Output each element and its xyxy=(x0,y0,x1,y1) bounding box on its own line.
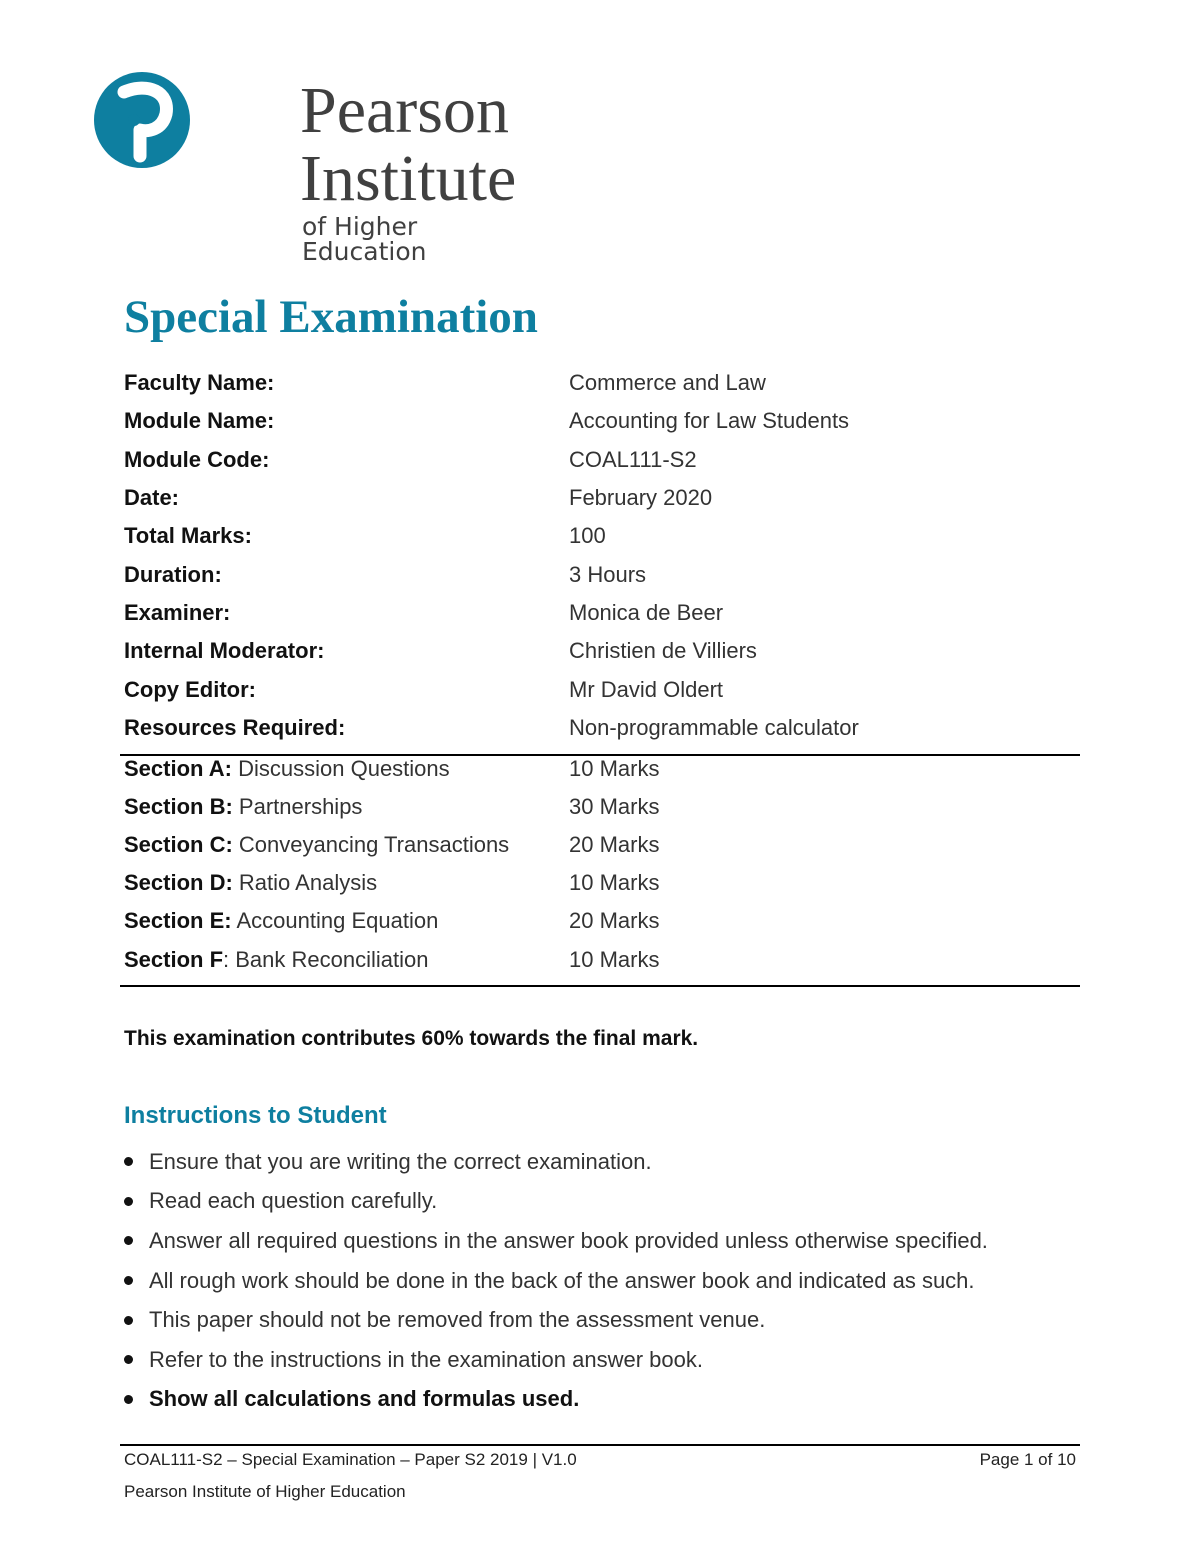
section-letter: Section F xyxy=(124,946,224,972)
section-title: Ratio Analysis xyxy=(238,870,378,896)
table-bottom-divider xyxy=(120,985,1080,987)
bullet-icon xyxy=(124,1276,133,1285)
info-value: COAL111-S2 xyxy=(569,446,697,472)
info-row xyxy=(124,709,1080,747)
list-item xyxy=(124,1221,1074,1261)
info-label: Internal Moderator: xyxy=(124,638,325,664)
info-value: 3 Hours xyxy=(569,561,647,587)
section-row xyxy=(124,750,1080,788)
bullet-icon xyxy=(124,1395,133,1404)
list-item xyxy=(124,1380,1074,1420)
section-row xyxy=(124,788,1080,826)
section-title: Partnerships xyxy=(238,794,363,820)
list-item xyxy=(124,1340,1074,1380)
page-number: Page 1 of 10 xyxy=(979,1450,1076,1469)
info-label: Faculty Name: xyxy=(124,370,275,396)
list-item xyxy=(124,1300,1074,1340)
info-label: Module Code: xyxy=(124,446,270,472)
info-value: Accounting for Law Students xyxy=(569,408,850,434)
bullet-icon xyxy=(124,1157,133,1166)
info-row xyxy=(124,479,1080,517)
section-marks: 20 Marks xyxy=(569,908,660,934)
info-label: Module Name: xyxy=(124,408,275,434)
info-value: February 2020 xyxy=(569,485,713,511)
instruction-text: Ensure that you are writing the correct examination. xyxy=(149,1148,652,1174)
page-footer xyxy=(124,1450,1076,1502)
page-title: Special Examination xyxy=(124,291,538,343)
footer-doc-ref: COAL111-S2 – Special Examination – Paper S2 2019 | V1.0 xyxy=(124,1450,577,1469)
logo-text-institute: Institute xyxy=(300,142,517,215)
bullet-icon xyxy=(124,1197,133,1206)
instruction-text: Answer all required questions in the answer book provided unless otherwise specified. xyxy=(149,1227,988,1253)
section-row xyxy=(124,864,1080,902)
info-row xyxy=(124,670,1080,708)
info-label: Resources Required: xyxy=(124,714,346,740)
instructions-list xyxy=(124,1142,1074,1419)
info-value: Christien de Villiers xyxy=(569,638,757,664)
logo-text-subtitle: of Higher Education xyxy=(302,212,427,266)
info-label: Examiner: xyxy=(124,599,231,625)
info-value: Non-programmable calculator xyxy=(569,714,859,740)
info-row xyxy=(124,632,1080,670)
info-value: 100 xyxy=(569,523,606,549)
instruction-text: Refer to the instructions in the examination answer book. xyxy=(149,1346,703,1372)
info-row xyxy=(124,517,1080,555)
instruction-text: This paper should not be removed from the assessment venue. xyxy=(149,1307,766,1333)
sections-table xyxy=(124,750,1080,979)
exam-info-table xyxy=(124,364,1080,747)
info-row xyxy=(124,441,1080,479)
section-row xyxy=(124,940,1080,978)
info-row xyxy=(124,364,1080,402)
section-letter: Section E: xyxy=(124,908,232,934)
section-title: Conveyancing Transactions xyxy=(238,832,510,858)
section-title: Discussion Questions xyxy=(238,756,450,782)
section-marks: 30 Marks xyxy=(569,794,660,820)
section-row xyxy=(124,902,1080,940)
info-row xyxy=(124,594,1080,632)
section-letter: Section D: xyxy=(124,870,233,896)
info-row xyxy=(124,402,1080,440)
instruction-text: Show all calculations and formulas used. xyxy=(149,1386,580,1412)
section-letter: Section A: xyxy=(124,756,232,782)
list-item xyxy=(124,1261,1074,1301)
section-marks: 10 Marks xyxy=(569,870,660,896)
info-label: Total Marks: xyxy=(124,523,252,549)
section-title: : Bank Reconciliation xyxy=(223,946,429,972)
info-label: Date: xyxy=(124,485,180,511)
section-marks: 20 Marks xyxy=(569,832,660,858)
info-row xyxy=(124,555,1080,593)
bullet-icon xyxy=(124,1355,133,1364)
pearson-logo xyxy=(94,68,517,266)
list-item xyxy=(124,1182,1074,1222)
bullet-icon xyxy=(124,1316,133,1325)
footer-divider xyxy=(120,1444,1080,1446)
instruction-text: Read each question carefully. xyxy=(149,1188,438,1214)
section-marks: 10 Marks xyxy=(569,756,660,782)
instruction-text: All rough work should be done in the back of the answer book and indicated as such. xyxy=(149,1267,975,1293)
bullet-icon xyxy=(124,1236,133,1245)
pearson-p-icon xyxy=(94,68,192,178)
info-label: Copy Editor: xyxy=(124,676,256,702)
instructions-heading: Instructions to Student xyxy=(124,1102,387,1129)
info-value: Monica de Beer xyxy=(569,599,724,625)
info-label: Duration: xyxy=(124,561,222,587)
contribution-note: This examination contributes 60% towards the final mark. xyxy=(124,1027,699,1050)
section-row xyxy=(124,826,1080,864)
section-letter: Section C: xyxy=(124,832,233,858)
info-value: Commerce and Law xyxy=(569,370,766,396)
list-item xyxy=(124,1142,1074,1182)
logo-text-pearson: Pearson xyxy=(300,74,509,147)
section-letter: Section B: xyxy=(124,794,233,820)
section-marks: 10 Marks xyxy=(569,946,660,972)
section-title: Accounting Equation xyxy=(236,908,439,934)
info-value: Mr David Oldert xyxy=(569,676,724,702)
footer-org: Pearson Institute of Higher Education xyxy=(124,1482,406,1501)
